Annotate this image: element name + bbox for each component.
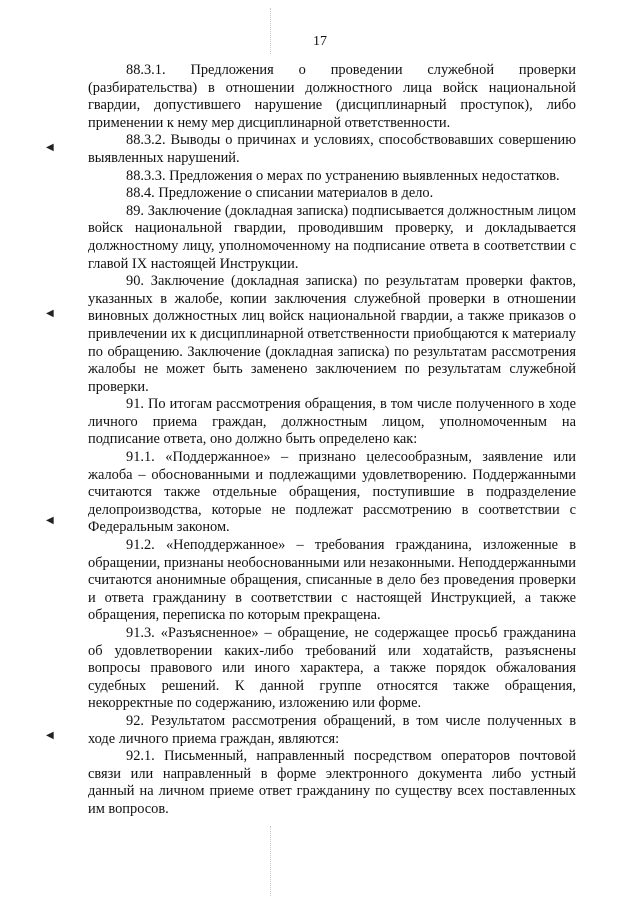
margin-mark: ◀ (46, 308, 54, 319)
paragraph-91: 91. По итогам рассмотрения обращения, в том числе полученного в ходе личного приема граждан, должностным лицом, уполномоченным на подписание ответа, оно должно быть определено как: (88, 396, 576, 448)
margin-mark: ◀ (46, 142, 54, 153)
paragraph-91-3: 91.3. «Разъясненное» – обращение, не содержащее просьб гражданина об удовлетворении каких-либо требований или ходатайств, разъяснены вопросы правового или иного характера, а также порядок обжалования судебных решений. К данной группе относятся также обращения, некорректные по содержанию, изложению или форме. (88, 625, 576, 712)
paragraph-91-1: 91.1. «Поддержанное» – признано целесообразным, заявление или жалоба – обоснованными и подлежащими удовлетворению. Поддержанными считаются также отдельные обращения, поступившие в подразделение делопроизводства, которые не подлежат рассмотрению в соответствии с Федеральным законом. (88, 449, 576, 536)
paragraph-88-3-2: 88.3.2. Выводы о причинах и условиях, способствовавших совершению выявленных нарушений. (88, 132, 576, 166)
paragraph-88-3-3: 88.3.3. Предложения о мерах по устранению выявленных недостатков. (126, 167, 560, 184)
paragraph-88-4: 88.4. Предложение о списании материалов в дело. (126, 185, 434, 202)
page-number: 17 (313, 34, 327, 49)
margin-mark: ◀ (46, 515, 54, 526)
paragraph-89: 89. Заключение (докладная записка) подписывается должностным лицом войск национальной гвардии, проводившим проверку, и докладывается должностному лицу, уполномоченному на подписание ответа в соответствии с главой IX настоящей Инструкции. (88, 202, 576, 272)
paragraph-88-3-1: 88.3.1. Предложения о проведении служебной проверки (разбирательства) в отношении должностного лица войск национальной гвардии, допустившего нарушение (дисциплинарный проступок), либо применении к нему мер дисциплинарной ответственности. (88, 62, 576, 131)
paragraph-92: 92. Результатом рассмотрения обращений, в том числе полученных в ходе личного приема граждан, являются: (88, 712, 576, 747)
document-body (88, 62, 576, 819)
fold-line-bottom (270, 826, 271, 896)
paragraph-90: 90. Заключение (докладная записка) по результатам проверки фактов, указанных в жалобе, копии заключения служебной проверки в отношении виновных должностных лиц войск национальной гвардии, а также приказов о привлечении их к дисциплинарной ответственности приобщаются к материалу по обращению. Заключение (докладная записка) по результатам рассмотрения жалобы не может быть заменено заключением по результатам служебной проверки. (88, 273, 576, 395)
margin-mark: ◀ (46, 730, 54, 741)
paragraph-91-2: 91.2. «Неподдержанное» – требования гражданина, изложенные в обращении, признаны необоснованными или незаконными. Неподдержанными считаются анонимные обращения, списанные в дело без проведения проверки и ответа гражданину в соответствии с настоящей Инструкцией, а также обращения, переписка по которым прекращена. (88, 537, 576, 624)
paragraph-92-1: 92.1. Письменный, направленный посредством операторов почтовой связи или направленный в форме электронного документа либо устный данный на личном приеме ответ гражданину по существу всех поставленных им вопросов. (88, 748, 576, 817)
